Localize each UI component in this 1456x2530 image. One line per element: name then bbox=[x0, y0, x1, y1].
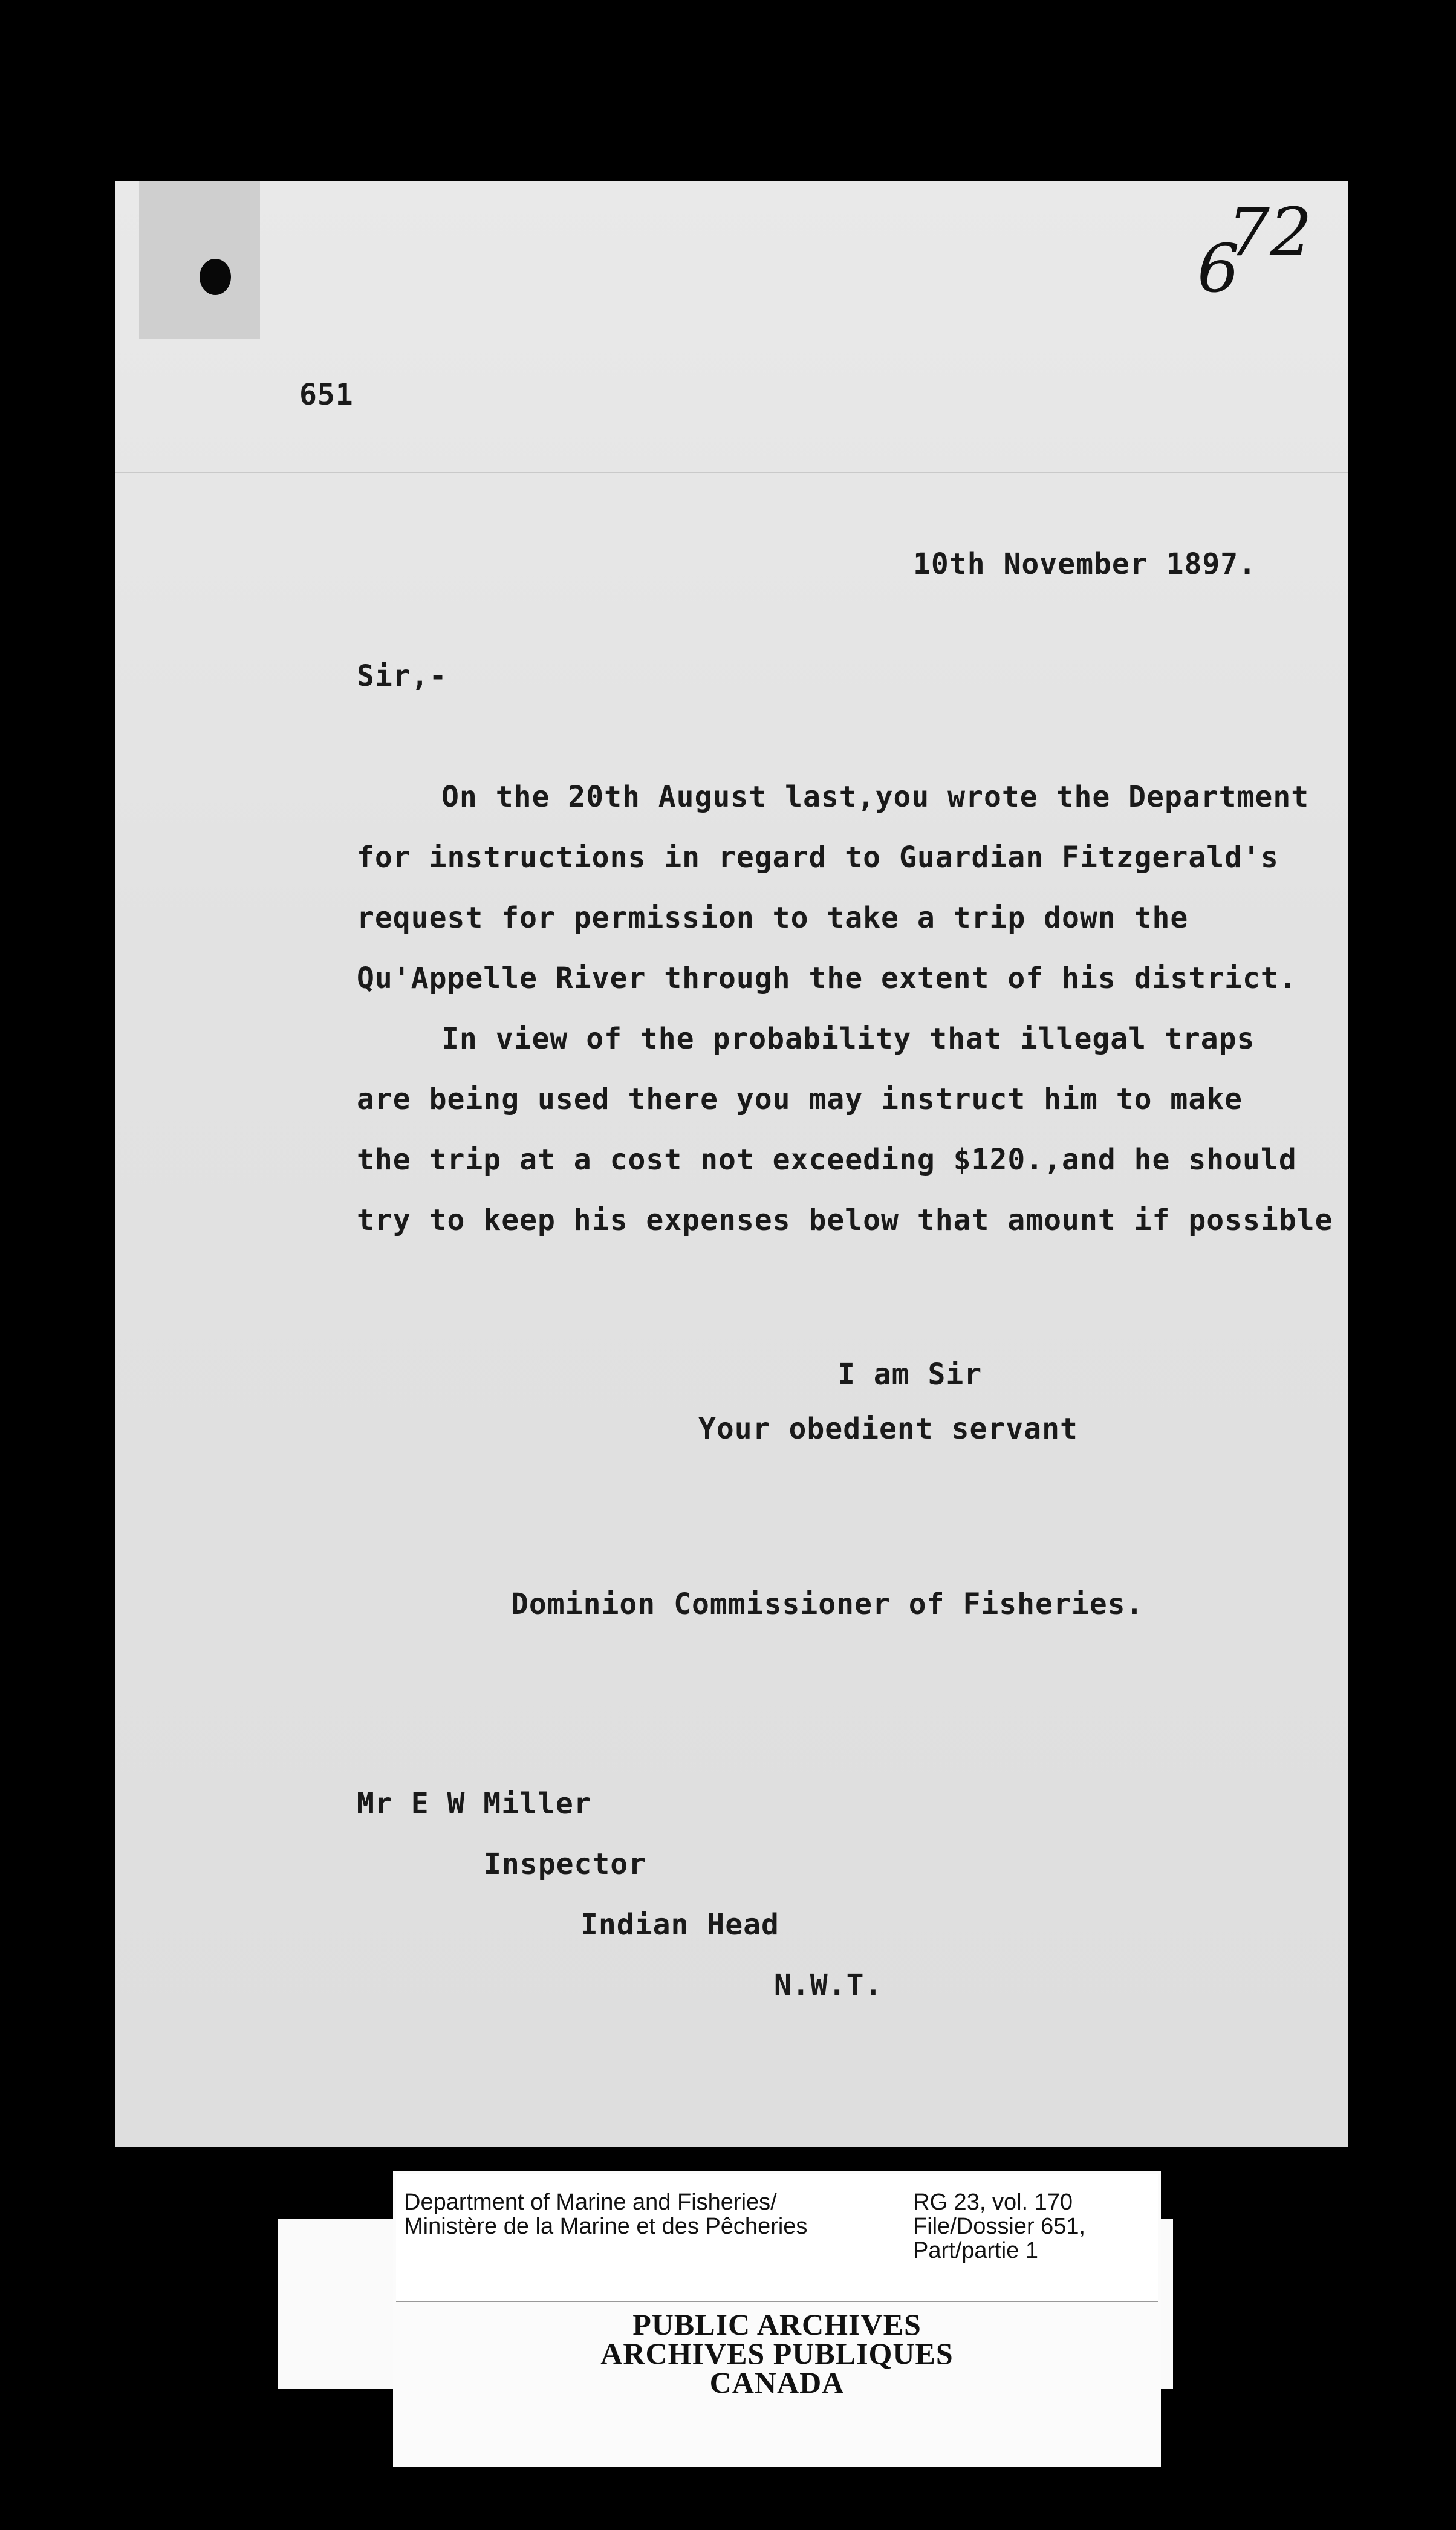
archive-reference: File/Dossier 651, bbox=[913, 2214, 1086, 2239]
body-line: the trip at a cost not exceeding $120.,and he should bbox=[357, 1143, 1297, 1177]
signature-title: Dominion Commissioner of Fisheries. bbox=[511, 1587, 1144, 1621]
salutation: Sir,- bbox=[357, 659, 447, 693]
archive-reference: RG 23, vol. 170 bbox=[913, 2190, 1073, 2215]
body-line: for instructions in regard to Guardian Fitzgerald's bbox=[357, 841, 1279, 874]
file-tab bbox=[139, 181, 260, 339]
addressee-place: Indian Head bbox=[580, 1908, 779, 1942]
addressee-region: N.W.T. bbox=[774, 1968, 883, 2002]
body-line: On the 20th August last,you wrote the Department bbox=[441, 780, 1310, 814]
department-en: Department of Marine and Fisheries/ bbox=[404, 2190, 777, 2215]
archive-reference: Part/partie 1 bbox=[913, 2238, 1038, 2263]
body-line: Qu'Appelle River through the extent of his district. bbox=[357, 961, 1297, 995]
archive-stamp: ARCHIVES PUBLIQUES bbox=[600, 2337, 954, 2370]
punch-hole bbox=[200, 259, 231, 295]
body-line: In view of the probability that illegal traps bbox=[441, 1022, 1255, 1056]
archive-stamp: CANADA bbox=[709, 2366, 845, 2399]
ruled-line bbox=[115, 472, 1348, 473]
file-number: 651 bbox=[299, 378, 354, 412]
letter-page bbox=[115, 181, 1348, 2147]
letter-date: 10th November 1897. bbox=[913, 547, 1257, 581]
department-fr: Ministère de la Marine et des Pêcheries bbox=[404, 2214, 808, 2239]
archive-stamp: PUBLIC ARCHIVES bbox=[632, 2307, 921, 2341]
handwritten-number: 72 bbox=[1227, 193, 1312, 271]
addressee-title: Inspector bbox=[484, 1847, 647, 1881]
handwritten-mark: 6 bbox=[1197, 230, 1240, 307]
body-line: are being used there you may instruct him to make bbox=[357, 1082, 1243, 1116]
closing-line: Your obedient servant bbox=[698, 1412, 1078, 1446]
body-line: request for permission to take a trip down the bbox=[357, 901, 1189, 935]
body-line: try to keep his expenses below that amount if possible bbox=[357, 1203, 1333, 1237]
addressee-name: Mr E W Miller bbox=[357, 1787, 592, 1821]
closing-line: I am Sir bbox=[837, 1358, 983, 1391]
